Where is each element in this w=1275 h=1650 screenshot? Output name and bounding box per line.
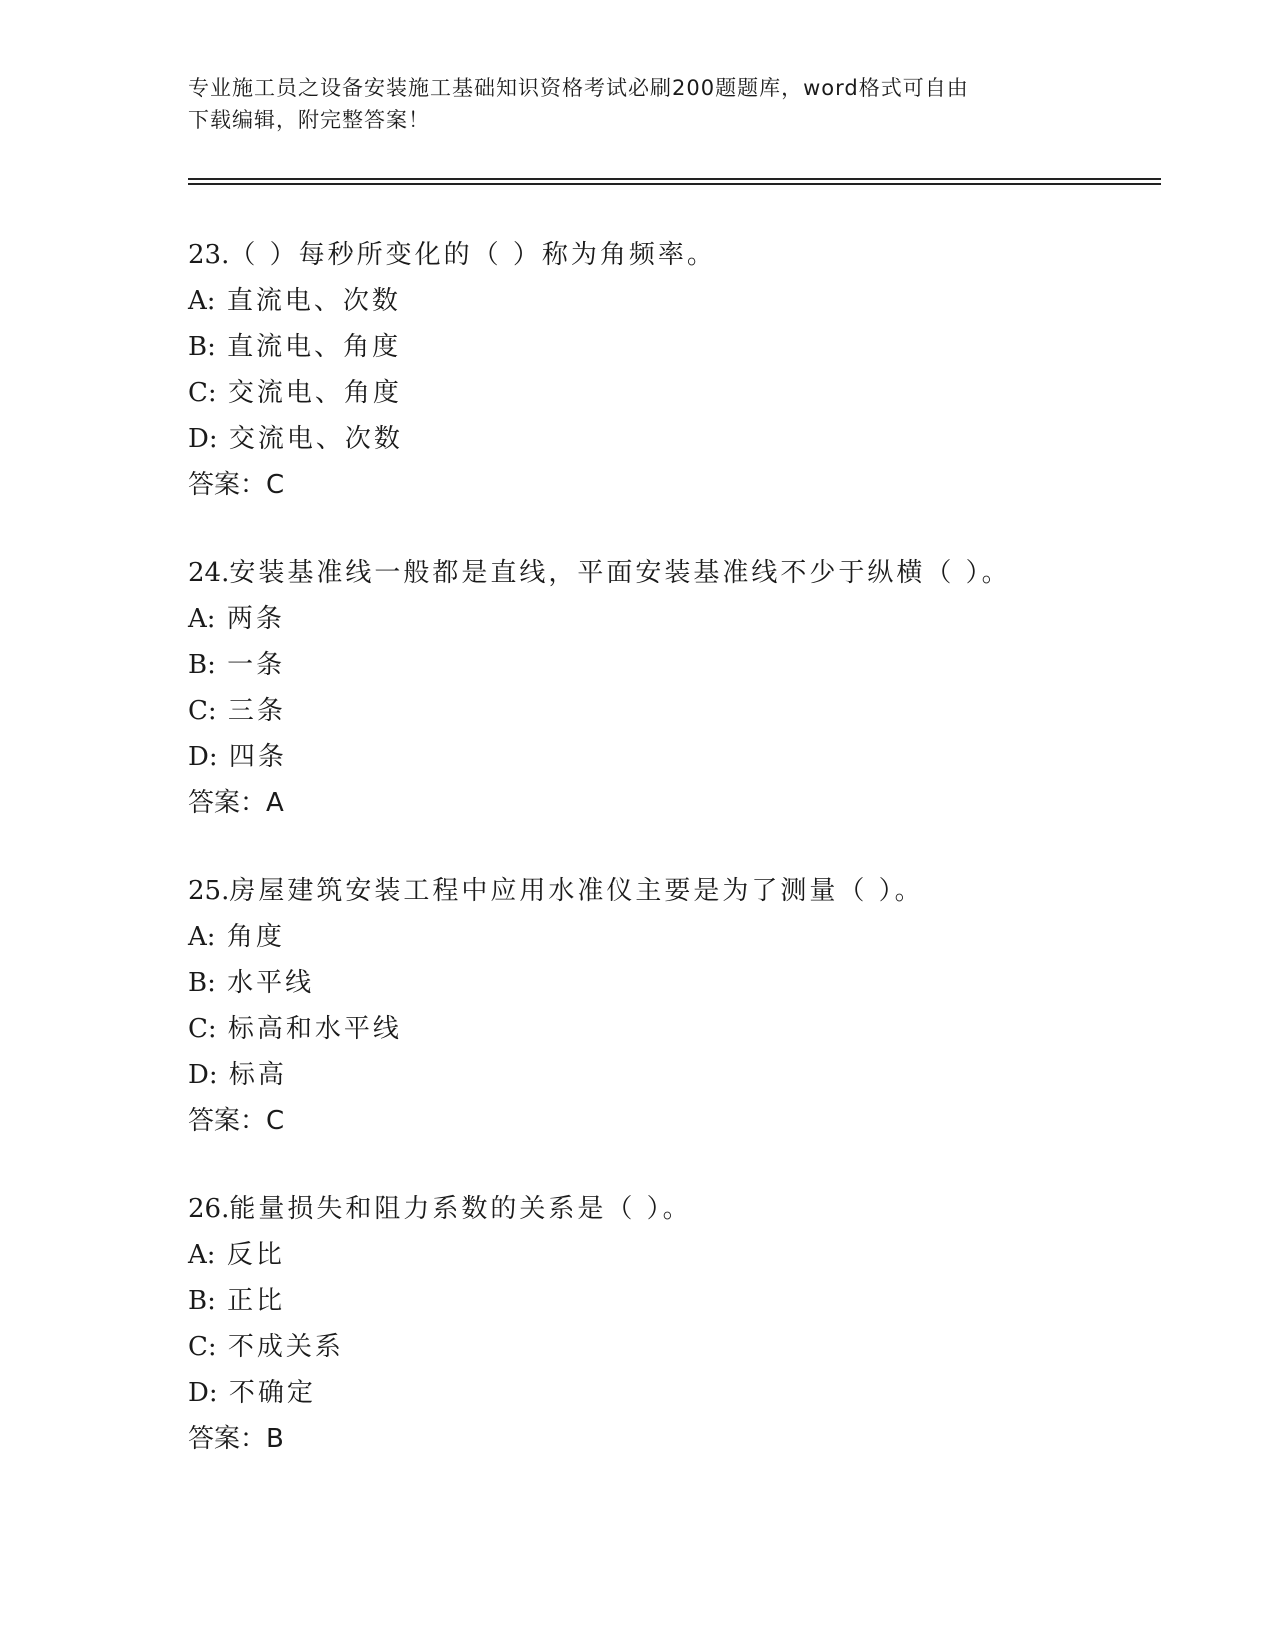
question-stem: [188, 550, 1168, 596]
question-stem: [188, 868, 1168, 914]
question-block: [188, 868, 1168, 1144]
answer-line: 答案：B: [188, 1424, 284, 1454]
option-letter: C:: [188, 1332, 217, 1362]
option-d: [188, 416, 1168, 462]
option-letter: D:: [188, 424, 218, 454]
question-block: [188, 232, 1168, 508]
option-letter: C:: [188, 1014, 217, 1044]
question-block: [188, 550, 1168, 826]
option-b: [188, 324, 1168, 370]
option-text: 交流电、次数: [228, 424, 403, 454]
option-a: [188, 1232, 1168, 1278]
option-letter: B:: [188, 1286, 216, 1316]
option-text: 正比: [227, 1286, 286, 1316]
option-d: [188, 1370, 1168, 1416]
header-divider-top: [188, 178, 1161, 180]
option-a: [188, 914, 1168, 960]
question-number: 24.: [188, 558, 230, 588]
question-number: 26.: [188, 1194, 230, 1224]
option-text: 直流电、角度: [227, 332, 402, 362]
option-c: [188, 370, 1168, 416]
option-c: [188, 1006, 1168, 1052]
option-letter: C:: [188, 378, 217, 408]
option-text: 不确定: [228, 1378, 316, 1408]
option-letter: D:: [188, 1060, 218, 1090]
option-letter: A:: [188, 286, 216, 316]
option-d: [188, 734, 1168, 780]
option-b: [188, 960, 1168, 1006]
option-letter: B:: [188, 650, 216, 680]
option-a: [188, 278, 1168, 324]
option-letter: A:: [188, 604, 216, 634]
option-text: 角度: [226, 922, 285, 952]
option-letter: D:: [188, 742, 218, 772]
question-stem: [188, 1186, 1168, 1232]
option-text: 两条: [226, 604, 285, 634]
option-text: 不成关系: [227, 1332, 344, 1362]
option-letter: A:: [188, 1240, 216, 1270]
option-c: [188, 688, 1168, 734]
answer-line: 答案：C: [188, 470, 285, 500]
option-text: 四条: [228, 742, 287, 772]
question-block: [188, 1186, 1168, 1462]
option-text: 交流电、角度: [227, 378, 402, 408]
header-divider-bottom: [188, 183, 1161, 185]
option-a: [188, 596, 1168, 642]
option-text: 直流电、次数: [226, 286, 401, 316]
question-text: 房屋建筑安装工程中应用水准仪主要是为了测量（ ）。: [229, 876, 924, 906]
answer-line: 答案：A: [188, 788, 284, 818]
question-number: 23.: [188, 240, 230, 270]
option-d: [188, 1052, 1168, 1098]
question-stem: [188, 232, 1168, 278]
option-b: [188, 1278, 1168, 1324]
header-line-1: 专业施工员之设备安装施工基础知识资格考试必刷200题题库，word格式可自由: [188, 76, 969, 100]
answer-line: 答案：C: [188, 1106, 285, 1136]
question-text: 安装基准线一般都是直线，平面安装基准线不少于纵横（ ）。: [229, 558, 1011, 588]
option-letter: B:: [188, 332, 216, 362]
question-text: 能量损失和阻力系数的关系是（ ）。: [229, 1194, 692, 1224]
option-text: 水平线: [227, 968, 315, 998]
option-letter: C:: [188, 696, 217, 726]
option-text: 标高和水平线: [227, 1014, 402, 1044]
question-number: 25.: [188, 876, 230, 906]
option-letter: A:: [188, 922, 216, 952]
option-letter: B:: [188, 968, 216, 998]
option-text: 反比: [226, 1240, 285, 1270]
option-letter: D:: [188, 1378, 218, 1408]
question-text: （ ）每秒所变化的（ ）称为角频率。: [229, 240, 716, 270]
option-text: 一条: [227, 650, 286, 680]
document-header: [188, 72, 1088, 136]
option-b: [188, 642, 1168, 688]
option-c: [188, 1324, 1168, 1370]
option-text: 三条: [227, 696, 286, 726]
header-line-2: 下载编辑，附完整答案！: [188, 108, 430, 132]
option-text: 标高: [228, 1060, 287, 1090]
